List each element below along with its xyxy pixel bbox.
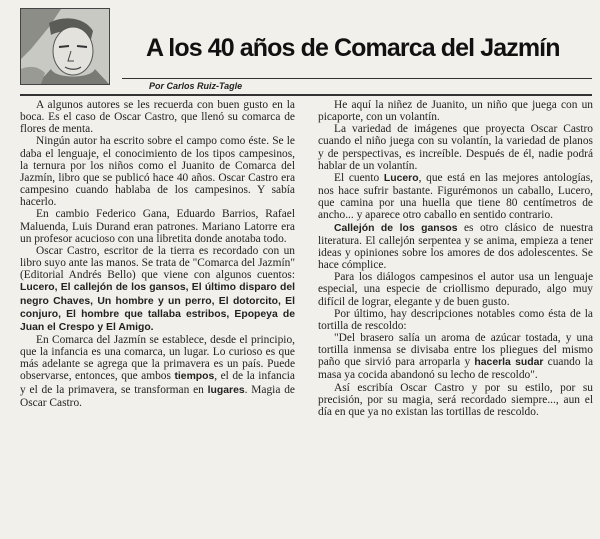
paragraph: He aquí la niñez de Juanito, un niño que juega con un picaporte, con un volantín.: [318, 99, 593, 124]
paragraph: A algunos autores se les recuerda con buen gusto en la boca. Es el caso de Oscar Castro, que llenó su comarca de flores de menta.: [20, 99, 295, 136]
paragraph-text: El cuento: [334, 171, 380, 184]
header-rule: [122, 78, 592, 79]
emphasis: Callejón de los gansos: [334, 222, 458, 234]
paragraph: Para los diálogos campesinos el autor usa un lenguaje especial, una especie de criollismo depurado, algo muy difícil de lograr, elegante y de buen gusto.: [318, 271, 593, 308]
paragraph-text: Oscar Castro, escritor de la tierra es recordado con un libro suyo ante las manos. Se trata de "Comarca del Jazmín" (Editorial Andrés Bello) que viene con algunos cuentos:: [20, 244, 295, 282]
quote-text: "Del brasero salía un aroma de azúcar tostada, y una tortilla inmensa se divisaba entre los pliegues del mismo paño que sirvió para arroparla y: [318, 331, 593, 369]
byline: Por Carlos Ruiz-Tagle: [149, 81, 243, 91]
byline-rule: [20, 94, 592, 96]
paragraph-text: es otro clásico de nuestra literatura. El callejón serpentea y se anima, empieza a tener ideas y opiniones sobre los amores de dos adolescentes. Se hace cómplice.: [318, 221, 594, 272]
paragraph-text: , que está en las mejores antologías, nos hace sufrir bastante. Figurémonos un caballo, Lucero, que camina por una huella que tiene 80 centímetros de ancho... y aparece otro caballo en sentido contrario.: [318, 171, 593, 222]
emphasis: hacerla sudar: [474, 357, 544, 369]
paragraph: En cambio Federico Gana, Eduardo Barrios, Rafael Maluenda, Luis Durand eran patrones. Mariano Latorre era un profesor acucioso con una libretita donde anotaba todo.: [20, 208, 295, 245]
column-left: [20, 99, 295, 409]
emphasis: tiempos: [174, 371, 215, 383]
emphasis: lugares: [207, 384, 245, 396]
quote: [318, 332, 593, 382]
paragraph: Así escribía Oscar Castro y por su estilo, por su precisión, por su magia, será recordado siempre..., aun el día en que ya no existan las tortillas de rescoldo.: [318, 381, 593, 418]
emphasis: Lucero: [383, 172, 419, 184]
story-list: Lucero, El callejón de los gansos, El último disparo del negro Chaves, Un hombre y un perro, El dotorcito, El conjuro, El hombre que tallaba estribos, Epopeya de Juan el Crespo y El Amigo.: [20, 282, 295, 333]
paragraph-text: , el de la infancia y el de la primavera, se transforman en: [20, 370, 295, 396]
paragraph: [318, 222, 593, 272]
quote-text: cuando la masa ya cocida abandonó su lecho de rescoldo".: [318, 356, 594, 382]
article-title: A los 40 años de Comarca del Jazmín: [146, 34, 560, 62]
paragraph: Ningún autor ha escrito sobre el campo como éste. Se le daba el lenguaje, el conocimiento de los tipos campesinos, la ternura por los niños como el Juanito de Comarca del Jazmín, libro que se publicó hace 40 años. Oscar Castro era campesino cuando hablaba de los campesinos. Y sabía hacerlo.: [20, 135, 295, 209]
paragraph: [20, 245, 295, 334]
portrait-sketch: [21, 9, 109, 84]
paragraph: [20, 334, 295, 409]
author-portrait: [20, 8, 110, 85]
column-right: [318, 99, 593, 418]
paragraph: La variedad de imágenes que proyecta Oscar Castro cuando el niño juega con su volantín, la variedad de planos y de perspectivas, es increíble. Después de él, nadie podrá hablar de un volantín.: [318, 123, 593, 172]
paragraph: Por último, hay descripciones notables como ésta de la tortilla de rescoldo:: [318, 307, 593, 332]
paragraph-text: . Magia de Oscar Castro.: [20, 383, 295, 409]
paragraph: [318, 172, 593, 222]
paragraph-text: En Comarca del Jazmín se establece, desde el principio, que la infancia es una comarca, un lugar. Lo curioso es que más adelante se agrega que la primavera es un país. Puede observarse, entonces, que ambos: [20, 333, 295, 383]
